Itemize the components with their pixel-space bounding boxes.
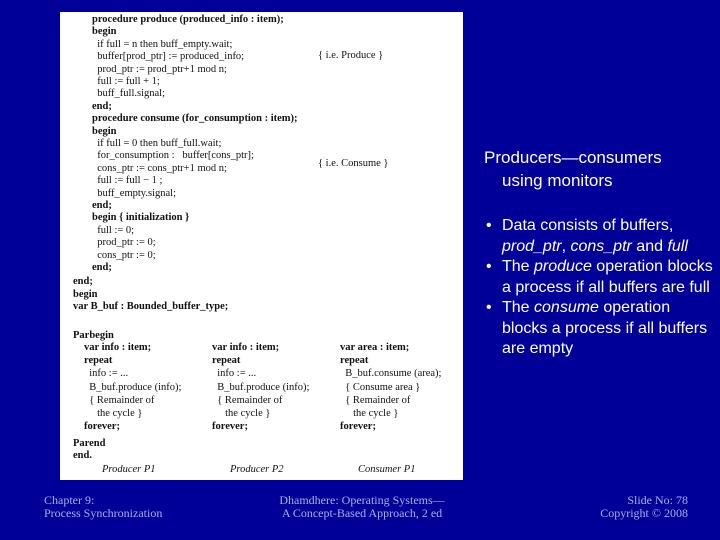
code-line: if full = n then buff_empty.wait; xyxy=(92,38,233,50)
bullet-dot-icon: • xyxy=(486,258,492,275)
footer-book xyxy=(262,494,462,520)
code-line: buffer[prod_ptr] := produced_info; xyxy=(92,51,245,63)
code-line: end; xyxy=(73,276,93,288)
bullet-text: , xyxy=(561,237,571,255)
footer-copyright: Copyright © 2008 xyxy=(600,506,688,520)
footer-book-line1: Dhamdhere: Operating Systems— xyxy=(279,493,445,507)
code-line: buff_empty.signal; xyxy=(92,187,176,199)
column-line: { Remainder of xyxy=(212,394,283,406)
code-line: cons_ptr := 0; xyxy=(92,249,156,261)
bullet-text: consume xyxy=(534,299,599,316)
column-line: B_buf.consume (area); xyxy=(340,368,442,380)
bullet-dot-icon: • xyxy=(486,217,492,234)
bullet-text: full xyxy=(667,237,688,255)
code-line: end; xyxy=(92,262,112,273)
code-line: buff_full.signal; xyxy=(92,88,166,100)
bullet-text: and xyxy=(631,237,668,255)
column-line: the cycle } xyxy=(212,408,271,419)
process-label-producer2: Producer P2 xyxy=(230,464,284,475)
footer-slide-number: Slide No: 78 xyxy=(627,493,688,507)
code-line: begin xyxy=(73,288,98,300)
code-line: end; xyxy=(92,200,112,211)
column-line: the cycle } xyxy=(340,408,399,419)
code-line: prod_ptr := prod_ptr+1 mod n; xyxy=(92,63,227,75)
end-label: end. xyxy=(73,450,92,461)
bullet-text: Data consists of buffers, xyxy=(502,217,674,234)
column-line: var info : item; xyxy=(84,342,152,353)
code-line: full := 0; xyxy=(92,224,135,236)
bullet-item xyxy=(484,257,714,298)
code-line: prod_ptr := 0; xyxy=(92,237,156,249)
column-line: var info : item; xyxy=(212,342,280,353)
code-line: end; xyxy=(92,100,112,112)
bullet-text: cons_ptr xyxy=(570,237,632,255)
code-line: begin xyxy=(92,125,117,137)
column-line: var area : item; xyxy=(340,342,410,353)
bullet-item xyxy=(484,216,714,257)
slide-title xyxy=(484,146,714,192)
code-line: full := full + 1; xyxy=(92,76,160,87)
code-line: cons_ptr := cons_ptr+1 mod n; xyxy=(92,162,227,174)
column-line: the cycle } xyxy=(84,408,143,419)
bullet-list xyxy=(484,216,714,360)
column-line: { Remainder of xyxy=(84,394,155,406)
code-line: for_consumption : buffer[cons_ptr]; xyxy=(92,150,254,162)
footer-chapter xyxy=(44,494,162,520)
title-line-2: using monitors xyxy=(502,171,613,190)
code-line: full := full − 1 ; xyxy=(92,175,163,187)
code-line: begin { initialization } xyxy=(92,212,190,224)
column-line: forever; xyxy=(84,421,120,433)
column-line: B_buf.produce (info); xyxy=(84,381,182,393)
column-line: { Consume area } xyxy=(340,381,421,393)
column-line: info := ... xyxy=(212,368,257,380)
parend-label: Parend xyxy=(73,438,106,449)
column-line: { Remainder of xyxy=(340,394,411,406)
bullet-text: operation blocks a process if all buffers are full xyxy=(502,258,713,296)
column-line: repeat xyxy=(84,355,113,367)
bullet-text: The xyxy=(502,258,535,275)
column-line: info := ... xyxy=(84,368,129,380)
footer-slide-info xyxy=(560,494,688,520)
process-label-consumer: Consumer P1 xyxy=(358,464,416,475)
process-label-producer1: Producer P1 xyxy=(102,464,156,475)
comment-produce: { i.e. Produce } xyxy=(318,50,384,61)
code-line: procedure consume (for_consumption : item); xyxy=(92,113,298,125)
column-line: repeat xyxy=(212,355,241,367)
code-figure xyxy=(60,12,463,480)
bullet-item xyxy=(484,298,714,360)
comment-consume: { i.e. Consume } xyxy=(318,158,389,169)
bullet-text: produce xyxy=(534,258,592,275)
footer-chapter-line2: Process Synchronization xyxy=(44,506,163,520)
code-line: if full = 0 then buff_full.wait; xyxy=(92,138,222,149)
title-line-1: Producers—consumers xyxy=(484,148,662,167)
bullet-dot-icon: • xyxy=(486,299,492,316)
code-line: var B_buf : Bounded_buffer_type; xyxy=(73,301,229,313)
code-line: procedure produce (produced_info : item); xyxy=(92,14,284,25)
footer-book-line2: A Concept-Based Approach, 2 ed xyxy=(281,506,443,520)
code-line: begin xyxy=(92,26,117,38)
footer-chapter-line1: Chapter 9: xyxy=(44,493,95,507)
column-line: repeat xyxy=(340,355,369,367)
column-line: B_buf.produce (info); xyxy=(212,381,310,393)
parbegin-label: Parbegin xyxy=(73,330,114,341)
column-line: forever; xyxy=(212,421,248,433)
bullet-text: operation blocks a process if all buffers are empty xyxy=(502,299,708,357)
column-line: forever; xyxy=(340,421,376,433)
bullet-text: The xyxy=(502,299,535,316)
bullet-text: prod_ptr xyxy=(502,237,562,255)
